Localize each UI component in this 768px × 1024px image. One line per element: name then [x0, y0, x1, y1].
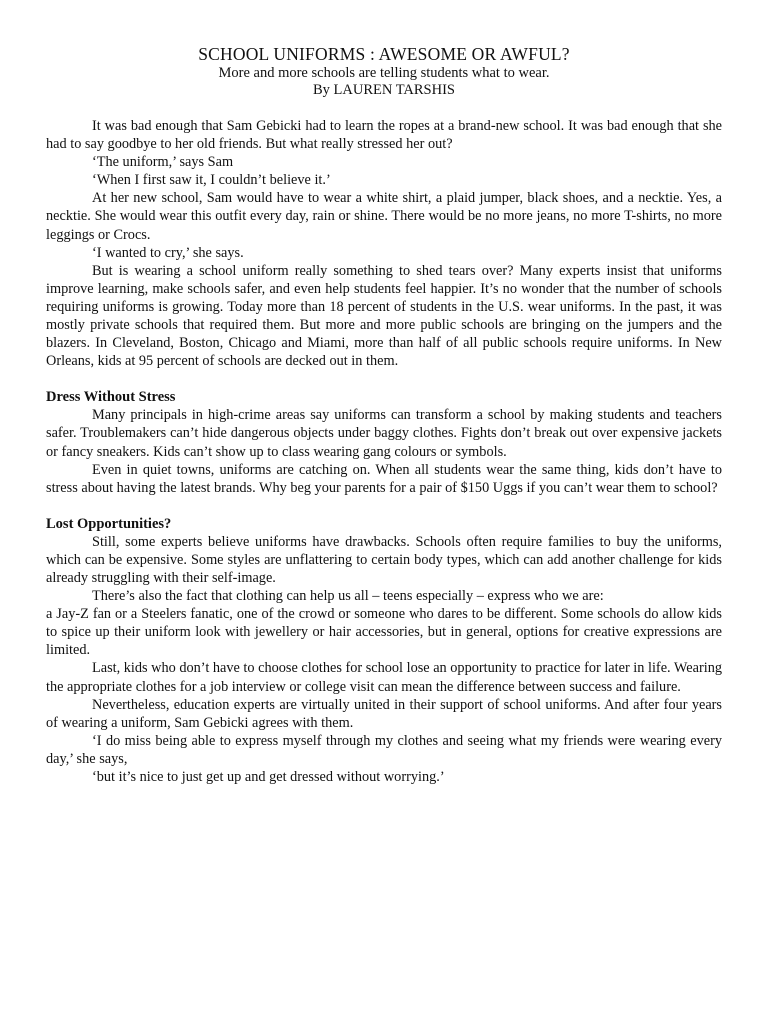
- paragraph: ‘The uniform,’ says Sam: [92, 154, 234, 171]
- article-body: [46, 117, 722, 786]
- paragraph: Still, some experts believe uniforms have drawbacks. Schools often require families to buy the uniforms, which can be expensive. Some styles are unflattering to certain body types, which can add another challenge for kids already struggling with their self-image.: [46, 533, 722, 586]
- paragraph: Nevertheless, education experts are virtually united in their support of school uniforms. And after four years of wearing a uniform, Sam Gebicki agrees with them.: [46, 696, 722, 731]
- paragraph: It was bad enough that Sam Gebicki had to learn the ropes at a brand-new school. It was bad enough that she had to say goodbye to her old friends. But what really stressed her out?: [46, 118, 722, 153]
- document-page: [46, 44, 722, 786]
- paragraph: Even in quiet towns, uniforms are catching on. When all students wear the same thing, kids don’t have to stress about having the latest brands. Why beg your parents for a pair of $150 Uggs if you can’t wear them to school?: [46, 461, 722, 496]
- section-heading: Dress Without Stress: [46, 389, 176, 406]
- article-byline: By LAUREN TARSHIS: [313, 82, 455, 98]
- paragraph: ‘When I first saw it, I couldn’t believe it.’: [92, 172, 331, 189]
- paragraph: At her new school, Sam would have to wear a white shirt, a plaid jumper, black shoes, and a necktie. Yes, a necktie. She would wear this outfit every day, rain or shine. There would be no more jeans, no more T-shirts, no more leggings or Crocs.: [46, 190, 722, 243]
- paragraph: ‘I wanted to cry,’ she says.: [92, 244, 244, 261]
- section-spacer: [46, 370, 722, 388]
- paragraph: There’s also the fact that clothing can help us all – teens especially – express who we are:: [92, 588, 604, 605]
- paragraph: But is wearing a school uniform really something to shed tears over? Many experts insist that uniforms improve learning, make schools safer, and even help students feel happier. It’s no wonder that the number of schools requiring uniforms is growing. Today more than 18 percent of students in the U.S. wear uniforms. In the past, it was mostly private schools that required them. But more and more public schools are bringing on the jumpers and the blazers. In Cleveland, Boston, Chicago and Miami, more than half of all public schools require uniforms. In New Orleans, kids at 95 percent of schools are decked out in them.: [46, 262, 722, 370]
- paragraph: Many principals in high-crime areas say uniforms can transform a school by making students and teachers safer. Troublemakers can’t hide dangerous objects under baggy clothes. Fights don’t break out over expensive jackets or fancy sneakers. Kids can’t show up to class wearing gang colours or symbols.: [46, 407, 722, 460]
- section-spacer: [46, 497, 722, 515]
- section-heading: Lost Opportunities?: [46, 515, 172, 532]
- article-title: SCHOOL UNIFORMS : AWESOME OR AWFUL?: [198, 44, 570, 64]
- paragraph: Last, kids who don’t have to choose clothes for school lose an opportunity to practice for later in life. Wearing the appropriate clothes for a job interview or college visit can mean the difference between success and failure.: [46, 660, 722, 695]
- article-subtitle: More and more schools are telling students what to wear.: [218, 65, 550, 81]
- paragraph: a Jay-Z fan or a Steelers fanatic, one of the crowd or someone who dares to be different. Some schools do allow kids to spice up their uniform look with jewellery or hair accessories, but in general, options for creative expressions are limited.: [46, 606, 722, 659]
- paragraph: ‘but it’s nice to just get up and get dressed without worrying.’: [92, 769, 445, 785]
- paragraph: ‘I do miss being able to express myself through my clothes and seeing what my friends were wearing every day,’ she says,: [46, 732, 722, 767]
